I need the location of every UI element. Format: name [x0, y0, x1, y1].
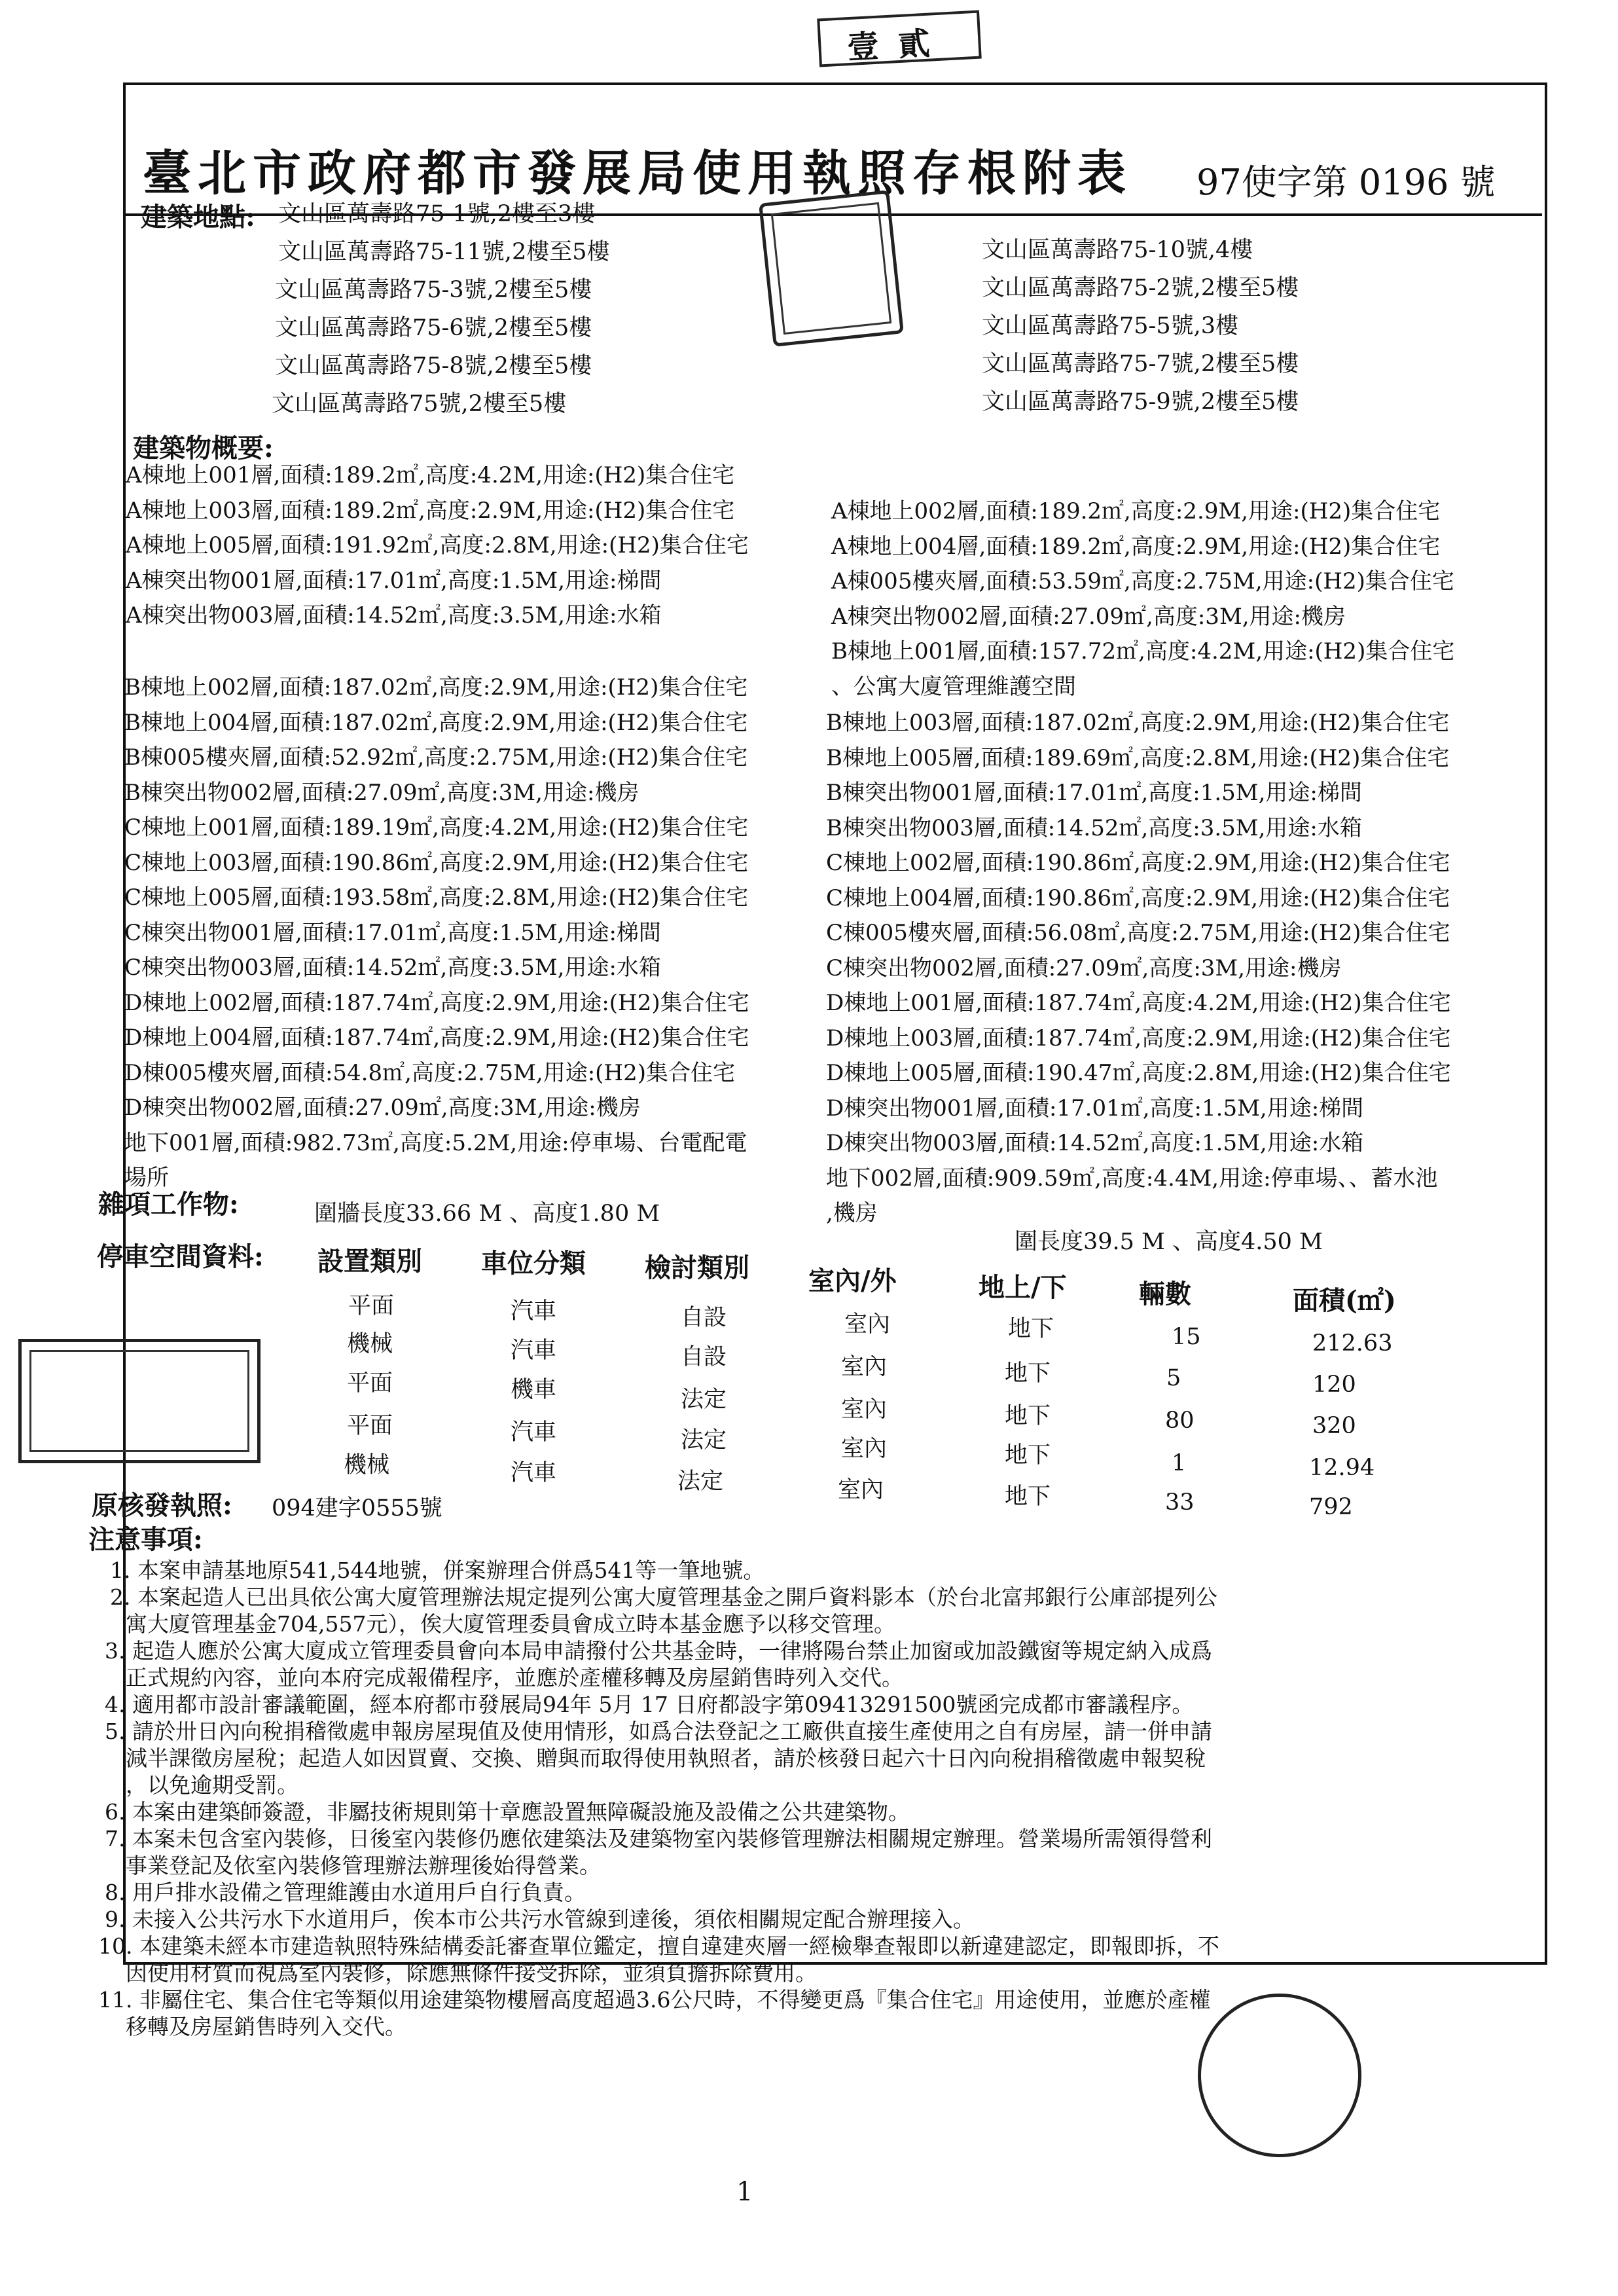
overview-item: B棟地上003層,面積:187.02㎡,高度:2.9M,用途:(H2)集合住宅 — [826, 710, 1450, 736]
note-line: 事業登記及依室內裝修管理辦法辦理後始得營業。 — [126, 1853, 601, 1878]
overview-item: 地下002層,面積:909.59㎡,高度:4.4M,用途:停車場、、蓄水池 — [826, 1165, 1438, 1192]
parking-cell: 汽車 — [511, 1460, 557, 1486]
overview-item: B棟突出物001層,面積:17.01㎡,高度:1.5M,用途:梯間 — [826, 780, 1362, 806]
overview-item: D棟突出物002層,面積:27.09㎡,高度:3M,用途:機房 — [124, 1095, 641, 1121]
location-item: 文山區萬壽路75-5號,3樓 — [982, 313, 1239, 339]
parking-cell: 平面 — [347, 1370, 393, 1396]
parking-cell: 機車 — [511, 1377, 557, 1403]
parking-header-indoor: 室內/外 — [808, 1266, 897, 1296]
note-line: 1. 本案申請基地原541,544地號，併案辦理合併爲541等一筆地號。 — [110, 1558, 765, 1583]
parking-header-level: 地上/下 — [979, 1272, 1067, 1303]
parking-cell: 地下 — [1005, 1442, 1051, 1468]
round-seal — [1198, 1994, 1361, 2157]
parking-cell: 汽車 — [511, 1298, 557, 1324]
parking-header-area: 面積(㎡) — [1293, 1285, 1396, 1316]
misc-item-wall: 圍牆長度33.66 M 、高度1.80 M — [314, 1201, 660, 1227]
parking-cell: 792 — [1309, 1494, 1353, 1520]
notes-list — [98, 1557, 1219, 2040]
overview-item: C棟突出物003層,面積:14.52㎡,高度:3.5M,用途:水箱 — [124, 955, 661, 981]
overview-item: B棟突出物002層,面積:27.09㎡,高度:3M,用途:機房 — [124, 779, 639, 806]
overview-item: D棟地上005層,面積:190.47㎡,高度:2.8M,用途:(H2)集合住宅 — [826, 1060, 1451, 1086]
page-title: 臺北市政府都市發展局使用執照存根附表 — [143, 145, 1132, 202]
notes-label: 注意事項: — [88, 1524, 203, 1555]
official-seal — [759, 190, 904, 347]
parking-cell: 機械 — [347, 1331, 393, 1357]
overview-item: C棟地上002層,面積:190.86㎡,高度:2.9M,用途:(H2)集合住宅 — [826, 850, 1450, 876]
note-line: ，以免逾期受罰。 — [126, 1772, 298, 1798]
note-line: 正式規約內容，並向本府完成報備程序，並應於產權移轉及房屋銷售時列入交代。 — [126, 1665, 903, 1690]
location-item: 文山區萬壽路75-10號,4樓 — [982, 237, 1253, 263]
parking-cell: 12.94 — [1309, 1455, 1375, 1481]
parking-cell: 5 — [1166, 1365, 1181, 1391]
overview-item: D棟地上004層,面積:187.74㎡,高度:2.9M,用途:(H2)集合住宅 — [124, 1025, 749, 1051]
overview-item: A棟突出物001層,面積:17.01㎡,高度:1.5M,用途:梯間 — [126, 567, 662, 594]
overview-item: D棟地上002層,面積:187.74㎡,高度:2.9M,用途:(H2)集合住宅 — [124, 989, 749, 1016]
parking-cell: 33 — [1165, 1489, 1195, 1516]
overview-item: D棟突出物001層,面積:17.01㎡,高度:1.5M,用途:梯間 — [826, 1095, 1364, 1121]
overview-item: D棟地上001層,面積:187.74㎡,高度:4.2M,用途:(H2)集合住宅 — [826, 990, 1451, 1016]
inspection-seal — [18, 1339, 261, 1463]
overview-item: C棟地上005層,面積:193.58㎡,高度:2.8M,用途:(H2)集合住宅 — [124, 884, 749, 911]
overview-item: 場所 — [124, 1165, 169, 1191]
parking-cell: 1 — [1172, 1450, 1187, 1476]
parking-cell: 室內 — [841, 1354, 888, 1380]
parking-cell: 室內 — [841, 1436, 888, 1462]
note-line: 寓大廈管理基金704,557元），俟大廈管理委員會成立時本基金應予以移交管理。 — [126, 1611, 895, 1637]
overview-item: B棟突出物003層,面積:14.52㎡,高度:3.5M,用途:水箱 — [826, 814, 1362, 841]
overview-item: B棟地上001層,面積:157.72㎡,高度:4.2M,用途:(H2)集合住宅 — [831, 638, 1455, 665]
overview-item: A棟地上002層,面積:189.2㎡,高度:2.9M,用途:(H2)集合住宅 — [831, 498, 1441, 524]
parking-cell: 15 — [1172, 1324, 1201, 1350]
document-number: 97使字第 0196 號 — [1196, 162, 1496, 203]
location-item: 文山區萬壽路75-3號,2樓至5樓 — [275, 277, 592, 303]
overview-right-b — [826, 706, 1451, 1231]
note-line: 減半課徵房屋稅；起造人如因買賣、交換、贈與而取得使用執照者，請於核發日起六十日內向稅捐稽徵處申報契稅 — [126, 1745, 1206, 1771]
parking-cell: 自設 — [681, 1344, 727, 1370]
overview-item: A棟突出物002層,面積:27.09㎡,高度:3M,用途:機房 — [831, 603, 1346, 630]
overview-item: ,機房 — [826, 1200, 878, 1226]
parking-cell: 法定 — [681, 1427, 727, 1453]
header-stamp-text: 壹貳 — [846, 24, 950, 67]
page-number: 1 — [736, 2177, 753, 2207]
location-item: 文山區萬壽路75-7號,2樓至5樓 — [982, 351, 1299, 377]
overview-item: C棟地上003層,面積:190.86㎡,高度:2.9M,用途:(H2)集合住宅 — [124, 849, 749, 876]
note-line: 3. 起造人應於公寓大廈成立管理委員會向本局申請撥付公共基金時，一律將陽台禁止加窗或加設鐵窗等規定納入成爲 — [105, 1638, 1212, 1664]
overview-item: C棟突出物002層,面積:27.09㎡,高度:3M,用途:機房 — [826, 955, 1342, 981]
overview-item: C棟005樓夾層,面積:56.08㎡,高度:2.75M,用途:(H2)集合住宅 — [826, 920, 1450, 946]
location-item: 文山區萬壽路75-9號,2樓至5樓 — [982, 389, 1299, 415]
overview-item: 地下001層,面積:982.73㎡,高度:5.2M,用途:停車場、台電配電 — [124, 1129, 747, 1156]
parking-cell: 室內 — [844, 1311, 891, 1338]
overview-item: D棟突出物003層,面積:14.52㎡,高度:1.5M,用途:水箱 — [826, 1130, 1364, 1156]
overview-label: 建築物概要: — [133, 433, 274, 464]
overview-item: B棟地上002層,面積:187.02㎡,高度:2.9M,用途:(H2)集合住宅 — [124, 674, 748, 701]
parking-cell: 汽車 — [511, 1419, 557, 1446]
note-line: 因使用材質而視爲室內裝修，除應無條件接受拆除，並須負擔拆除費用。 — [126, 1960, 817, 1986]
original-license-value: 094建字0555號 — [272, 1495, 442, 1522]
overview-item: A棟地上005層,面積:191.92㎡,高度:2.8M,用途:(H2)集合住宅 — [126, 532, 749, 558]
overview-item: D棟005樓夾層,面積:54.8㎡,高度:2.75M,用途:(H2)集合住宅 — [124, 1059, 735, 1086]
location-item: 文山區萬壽路75號,2樓至5樓 — [272, 391, 567, 417]
note-line: 移轉及房屋銷售時列入交代。 — [126, 2014, 406, 2039]
parking-cell: 80 — [1165, 1408, 1195, 1434]
parking-cell: 地下 — [1005, 1403, 1051, 1429]
overview-item: C棟地上004層,面積:190.86㎡,高度:2.9M,用途:(H2)集合住宅 — [826, 884, 1450, 911]
overview-right-a — [831, 494, 1454, 704]
overview-item: B棟地上005層,面積:189.69㎡,高度:2.8M,用途:(H2)集合住宅 — [826, 744, 1450, 771]
header-stamp — [817, 10, 982, 67]
overview-item: A棟地上004層,面積:189.2㎡,高度:2.9M,用途:(H2)集合住宅 — [831, 533, 1441, 560]
parking-cell: 地下 — [1005, 1484, 1051, 1510]
location-item: 文山區萬壽路75-1號,2樓至3樓 — [278, 201, 596, 227]
parking-cell: 平面 — [347, 1413, 393, 1439]
parking-header-review: 檢討類別 — [645, 1252, 749, 1283]
overview-item: A棟地上003層,面積:189.2㎡,高度:2.9M,用途:(H2)集合住宅 — [126, 497, 735, 524]
parking-cell: 機械 — [344, 1452, 390, 1478]
overview-left-b — [124, 670, 749, 1196]
note-line: 10. 本建築未經本市建造執照特殊結構委託審查單位鑑定，擅自違建夾層一經檢舉查報即以新違建認定，即報即拆，不 — [98, 1933, 1219, 1959]
parking-cell: 320 — [1312, 1413, 1356, 1439]
parking-label: 停車空間資料: — [97, 1241, 264, 1272]
misc-item-fence: 圍長度39.5 M 、高度4.50 M — [1015, 1229, 1323, 1255]
parking-cell: 地下 — [1008, 1316, 1054, 1342]
note-line: 6. 本案由建築師簽證，非屬技術規則第十章應設置無障礙設施及設備之公共建築物。 — [105, 1799, 910, 1825]
location-item: 文山區萬壽路75-8號,2樓至5樓 — [275, 353, 592, 379]
overview-item: C棟地上001層,面積:189.19㎡,高度:4.2M,用途:(H2)集合住宅 — [124, 814, 749, 841]
parking-cell: 汽車 — [511, 1338, 557, 1364]
parking-cell: 室內 — [838, 1477, 884, 1503]
location-item: 文山區萬壽路75-11號,2樓至5樓 — [278, 239, 610, 265]
parking-cell: 法定 — [681, 1387, 727, 1413]
location-item: 文山區萬壽路75-2號,2樓至5樓 — [982, 275, 1299, 301]
parking-cell: 室內 — [841, 1396, 888, 1423]
parking-header-category: 車位分類 — [481, 1248, 586, 1279]
parking-header-count: 輛數 — [1139, 1279, 1191, 1309]
parking-cell: 自設 — [681, 1305, 727, 1331]
overview-item: A棟005樓夾層,面積:53.59㎡,高度:2.75M,用途:(H2)集合住宅 — [831, 568, 1454, 594]
location-label: 建築地點: — [141, 202, 255, 232]
note-line: 9. 未接入公共污水下水道用戶，俟本市公共污水管線到達後，須依相關規定配合辦理接入。 — [105, 1906, 975, 1932]
overview-item: C棟突出物001層,面積:17.01㎡,高度:1.5M,用途:梯間 — [124, 919, 661, 946]
note-line: 5. 請於卅日內向稅捐稽徵處申報房屋現值及使用情形，如爲合法登記之工廠供直接生產使用之自有房屋，請一併申請 — [105, 1719, 1212, 1744]
parking-cell: 212.63 — [1312, 1330, 1393, 1357]
location-item: 文山區萬壽路75-6號,2樓至5樓 — [275, 315, 592, 341]
note-line: 11. 非屬住宅、集合住宅等類似用途建築物樓層高度超過3.6公尺時，不得變更爲『集合住宅』用途使用，並應於產權 — [98, 1987, 1211, 2013]
note-line: 8. 用戶排水設備之管理維護由水道用戶自行負責。 — [105, 1880, 586, 1905]
parking-cell: 地下 — [1005, 1360, 1051, 1387]
parking-cell: 法定 — [677, 1468, 724, 1495]
overview-left-a — [126, 458, 749, 634]
note-line: 7. 本案未包含室內裝修，日後室內裝修仍應依建築法及建築物室內裝修管理辦法相關規定辦理。營業場所需領得營利 — [105, 1826, 1212, 1851]
note-line: 4. 適用都市設計審議範圍，經本府都市發展局94年 5月 17 日府都設字第09413291500號函完成都市審議程序。 — [105, 1692, 1194, 1717]
note-line: 2. 本案起造人已出具依公寓大廈管理辦法規定提列公寓大廈管理基金之開戶資料影本（於台北富邦銀行公庫部提列公 — [110, 1584, 1217, 1610]
location-right-list — [982, 231, 1299, 421]
misc-label: 雜項工作物: — [98, 1189, 239, 1220]
overview-item: 、公寓大廈管理維護空間 — [831, 673, 1076, 700]
overview-item: B棟005樓夾層,面積:52.92㎡,高度:2.75M,用途:(H2)集合住宅 — [124, 744, 748, 771]
overview-item: D棟地上003層,面積:187.74㎡,高度:2.9M,用途:(H2)集合住宅 — [826, 1025, 1451, 1051]
location-left-list — [272, 195, 610, 423]
overview-item: B棟地上004層,面積:187.02㎡,高度:2.9M,用途:(H2)集合住宅 — [124, 709, 748, 736]
parking-cell: 平面 — [348, 1293, 395, 1319]
overview-item: A棟地上001層,面積:189.2㎡,高度:4.2M,用途:(H2)集合住宅 — [126, 462, 735, 488]
parking-cell: 120 — [1312, 1372, 1356, 1398]
overview-item: A棟突出物003層,面積:14.52㎡,高度:3.5M,用途:水箱 — [126, 602, 662, 629]
original-license-label: 原核發執照: — [92, 1490, 232, 1521]
parking-header-type: 設置類別 — [317, 1246, 422, 1277]
